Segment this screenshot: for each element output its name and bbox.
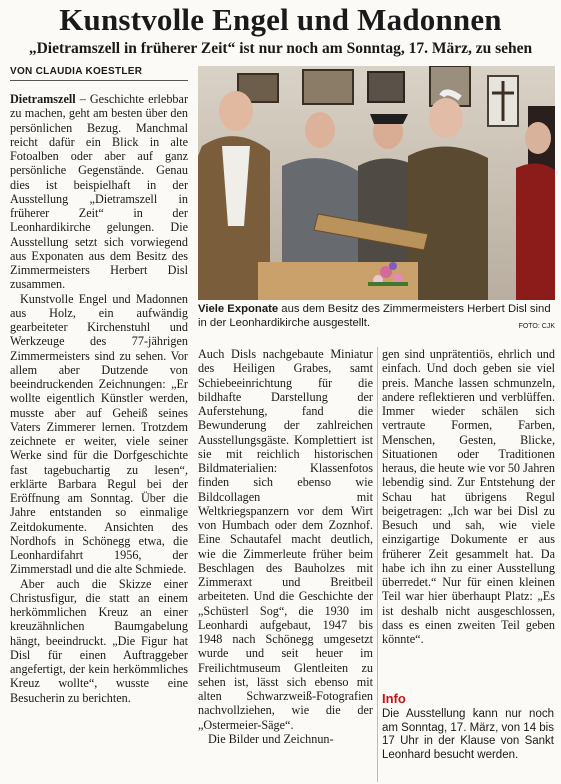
info-heading: Info <box>382 691 406 706</box>
photo-caption <box>198 303 555 333</box>
exhibition-photo <box>198 66 555 300</box>
photo-credit: FOTO: CJK <box>518 322 555 330</box>
column-1 <box>10 92 188 782</box>
paragraph-5: Die Bilder und Zeichnun- <box>208 731 334 746</box>
exhibition-photo-image <box>198 66 555 300</box>
column-3 <box>382 347 555 687</box>
paragraph-6: gen sind unprätentiös, ehrlich und einfach. Und doch geben sie viel preis. Manche lassen schmunzeln, andere reflektieren und verblüffen. Immer wieder schälen sich vertraute Formen, Farben, Menschen, Gesten, Blicke, Situationen oder Traditionen heraus, die heute wie vor 50 Jahren lebendig sind. Zur Entstehung der Schau hat übrigens Regul beigetragen: „Ich war bei Disl zu Besuch und sah, wie viele einzigartige Dokumente er aus früherer Zeit gesammelt hat. Da habe ich ihn zu einer Ausstellung überredet.“ Nur für einen kleinen Teil war hier überhaupt Platz: „Es ist deshalb nicht ausgeschlossen, dass es einen zweiten Teil geben könnte“. <box>382 347 555 646</box>
caption-text: aus dem Besitz des Zimmermeisters Herbert Disl sind in der Leonhardikirche ausgestellt. <box>198 303 551 329</box>
paragraph-3: Aber auch die Skizze einer Christusfigur, die statt an einem herkömmlichen Kreuz an einer kreuzähnlichen Baumgabelung hängt, beeindruckt. „Die Figur hat Disl für einen Auftraggeber angefertigt, der kein herkömmliches Kreuz wollte“, wusste eine Besucherin zu berichten. <box>10 576 188 705</box>
info-text: Die Ausstellung kann nur noch am Sonntag, 17. März, von 14 bis 17 Uhr in der Klause von Sankt Leonhard besucht werden. <box>382 708 554 761</box>
column-divider <box>377 347 378 782</box>
paragraph-1-text: – Geschichte erlebbar zu machen, geht am besten über den persönlichen Bezug. Manchmal reicht dafür ein Blick in alte Fotoalben oder aber auf ganz persönliche Gegenstände. Genau dies ist beispielhaft in der Ausstellung „Dietramszell in früherer Zeit“ in der Leonhardikirche gelungen. Die Ausstellung setzt sich vorwiegend aus Exponaten aus dem Besitz des Zimmermeisters Herbert Disl zusammen. <box>10 92 188 292</box>
subheadline: „Dietramszell in früherer Zeit“ ist nur noch am Sonntag, 17. März, zu sehen <box>28 40 533 57</box>
paragraph-1 <box>10 92 188 292</box>
caption-lead: Viele Exponate <box>198 303 279 315</box>
byline: VON CLAUDIA KOESTLER <box>10 66 188 81</box>
paragraph-4: Auch Disls nachgebaute Miniatur des Heiligen Grabes, samt Schiebeeinrichtung für die bildhafte Darstellung der Auferstehung, fand die Bewunderung der zahlreichen Ausstellungsgäste. Komplettiert ist sie mit reichlich historischen Bildmaterialien: Klassenfotos finden sich ebenso wie Bildcollagen mit Weltkriegspanzern vor dem Wirt von Humbach oder dem Zoznhof. Eine Schautafel macht deutlich, wie die Zimmerleute früher beim Beschlagen des Bauholzes mit Zimmeraxt und Breitbeil arbeiteten. Und die Geschichte der „Schüsterl Sog“, die 1930 im Leonhardi aufgebaut, 1947 bis 1948 nach Schönegg umgesetzt wurde und seit heuer im Freilichtmuseum Glentleiten zu sehen ist, lässt sich ebenso mit alten Schwarzweiß-Fotografien nachvollziehen, wie die der „Ostermeier-Säge“. <box>198 347 373 732</box>
dateline: Dietramszell <box>10 92 76 106</box>
headline: Kunstvolle Engel und Madonnen <box>59 2 502 37</box>
paragraph-2: Kunstvolle Engel und Madonnen aus Holz, ein aufwändig gearbeiteter Kirchenstuhl und Werkzeuge des 77-jährigen Zimmermeisters sind zu sehen. Vor allem aber Dutzende von beeindruckenden Zeichnungen: „Er wollte eigentlich Künstler werden, musste aber auf Geheiß seines Vaters Zimmerer lernen. Trotzdem zeichnete er weiter, viele seiner Werke sind für die Dorfgeschichte fast tagebuchartig zu lesen“, erklärte Barbara Regul bei der Eröffnung am Sonntag. Über die Jahre entstanden so einmalige Zeitdokumente. Ansichten des Nordhofs in Schönegg etwa, die Leonhardifahrt 1956, der Zimmerstadl und die alte Schmiede. <box>10 291 188 577</box>
column-2 <box>198 347 373 782</box>
